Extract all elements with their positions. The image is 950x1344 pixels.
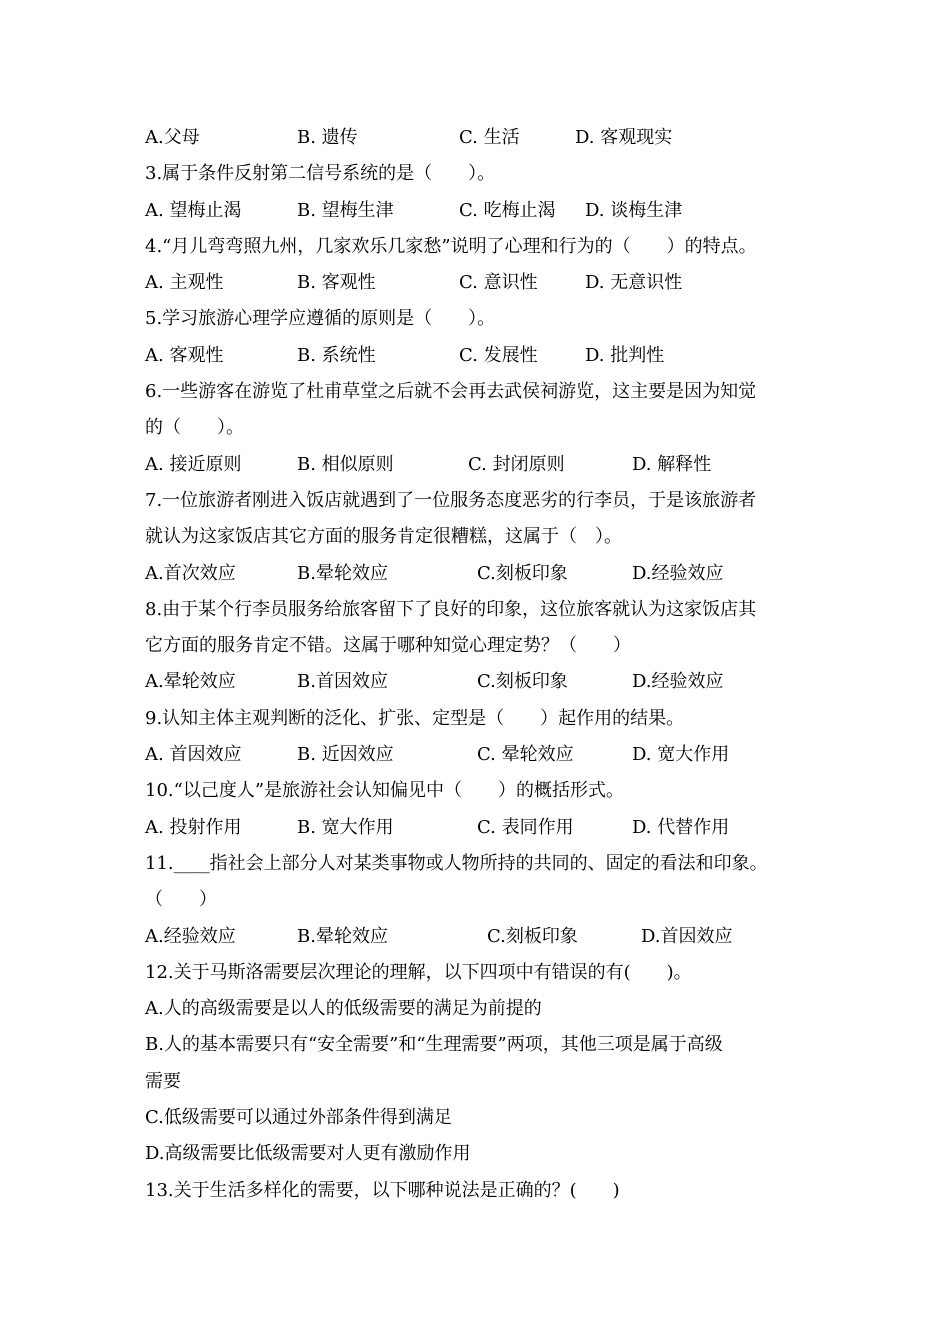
answer-option: D. 代替作用	[632, 816, 730, 838]
answer-option: C. 表同作用	[477, 816, 574, 838]
answer-option: D. 谈梅生津	[585, 199, 683, 221]
answer-option: C.刻板印象	[487, 925, 578, 947]
answer-options-row	[145, 338, 815, 374]
question-text-line: 需要	[145, 1070, 181, 1092]
answer-options-row	[145, 664, 815, 700]
answer-option: C.刻板印象	[477, 562, 568, 584]
question-text-line: A.人的高级需要是以人的低级需要的满足为前提的	[145, 998, 542, 1020]
answer-option: D. 批判性	[585, 344, 665, 366]
answer-option: A. 投射作用	[145, 816, 242, 838]
answer-options-row	[145, 737, 815, 773]
answer-option: B.晕轮效应	[297, 562, 388, 584]
answer-option: B. 相似原则	[297, 453, 394, 475]
question-text-line: 10.“以己度人”是旅游社会认知偏见中（ ）的概括形式。	[145, 780, 625, 802]
answer-option: A. 首因效应	[145, 744, 242, 766]
answer-option: B. 近因效应	[297, 744, 394, 766]
answer-option: C. 封闭原则	[468, 453, 565, 475]
question-list	[145, 120, 815, 1209]
question-text-line: 的（ ）。	[145, 417, 244, 439]
answer-option: D.首因效应	[641, 925, 733, 947]
answer-option: A. 主观性	[145, 272, 224, 294]
answer-option: D.经验效应	[632, 671, 724, 693]
answer-option: B.晕轮效应	[297, 925, 388, 947]
answer-option: A. 接近原则	[145, 453, 242, 475]
question-text-line: 4.“月儿弯弯照九州，几家欢乐几家愁”说明了心理和行为的（ ）的特点。	[145, 235, 757, 257]
answer-option: C.刻板印象	[477, 671, 568, 693]
question-text-line: 13.关于生活多样化的需要，以下哪种说法是正确的？( )	[145, 1179, 620, 1201]
answer-option: B. 望梅生津	[297, 199, 394, 221]
answer-option: C. 吃梅止渴	[459, 199, 556, 221]
answer-option: B. 宽大作用	[297, 816, 394, 838]
answer-option: B.首因效应	[297, 671, 388, 693]
answer-option: C. 发展性	[459, 344, 538, 366]
answer-option: D. 宽大作用	[632, 744, 730, 766]
question-text-line: 9.认知主体主观判断的泛化、扩张、定型是（ ）起作用的结果。	[145, 707, 685, 729]
question-text-line: （ ）	[145, 889, 217, 911]
answer-option: C. 意识性	[459, 272, 538, 294]
question-text-line: 12.关于马斯洛需要层次理论的理解，以下四项中有错误的有( )。	[145, 961, 692, 983]
question-text-line: 它方面的服务肯定不错。这属于哪种知觉心理定势？（ ）	[145, 635, 631, 657]
answer-option: D.经验效应	[632, 562, 724, 584]
answer-options-row	[145, 193, 815, 229]
answer-option: D. 客观现实	[575, 127, 673, 148]
question-text-line: 就认为这家饭店其它方面的服务肯定很糟糕，这属于（ ）。	[145, 526, 622, 548]
question-text-line: D.高级需要比低级需要对人更有激励作用	[145, 1143, 471, 1165]
question-text-line: 7.一位旅游者刚进入饭店就遇到了一位服务态度恶劣的行李员，于是该旅游者	[145, 489, 757, 511]
answer-options-row	[145, 810, 815, 846]
answer-options-row	[145, 265, 815, 301]
answer-option: A.父母	[145, 127, 200, 148]
answer-option: B. 客观性	[297, 272, 376, 294]
answer-options-row	[145, 120, 815, 156]
question-text-line: 6.一些游客在游览了杜甫草堂之后就不会再去武侯祠游览，这主要是因为知觉	[145, 381, 757, 403]
question-text-line: 3.属于条件反射第二信号系统的是（ ）。	[145, 163, 496, 185]
answer-options-row	[145, 556, 815, 592]
question-text-line: C.低级需要可以通过外部条件得到满足	[145, 1107, 452, 1129]
answer-option: A.晕轮效应	[145, 671, 236, 693]
answer-option: B. 系统性	[297, 344, 376, 366]
answer-option: A. 望梅止渴	[145, 199, 242, 221]
answer-option: D. 解释性	[632, 453, 712, 475]
answer-options-row	[145, 447, 815, 483]
answer-option: A.经验效应	[145, 925, 236, 947]
answer-option: B. 遗传	[297, 127, 358, 148]
question-text-line: 8.由于某个行李员服务给旅客留下了良好的印象，这位旅客就认为这家饭店其	[145, 598, 757, 620]
answer-option: A.首次效应	[145, 562, 236, 584]
question-text-line: B.人的基本需要只有“安全需要”和“生理需要”两项，其他三项是属于高级	[145, 1034, 723, 1056]
question-text-line: 11.____指社会上部分人对某类事物或人物所持的共同的、固定的看法和印象。	[145, 852, 768, 874]
answer-option: D. 无意识性	[585, 272, 683, 294]
answer-option: C. 生活	[459, 127, 520, 148]
answer-options-row	[145, 919, 815, 955]
answer-option: C. 晕轮效应	[477, 744, 574, 766]
question-text-line: 5.学习旅游心理学应遵循的原则是（ ）。	[145, 308, 496, 330]
answer-option: A. 客观性	[145, 344, 224, 366]
